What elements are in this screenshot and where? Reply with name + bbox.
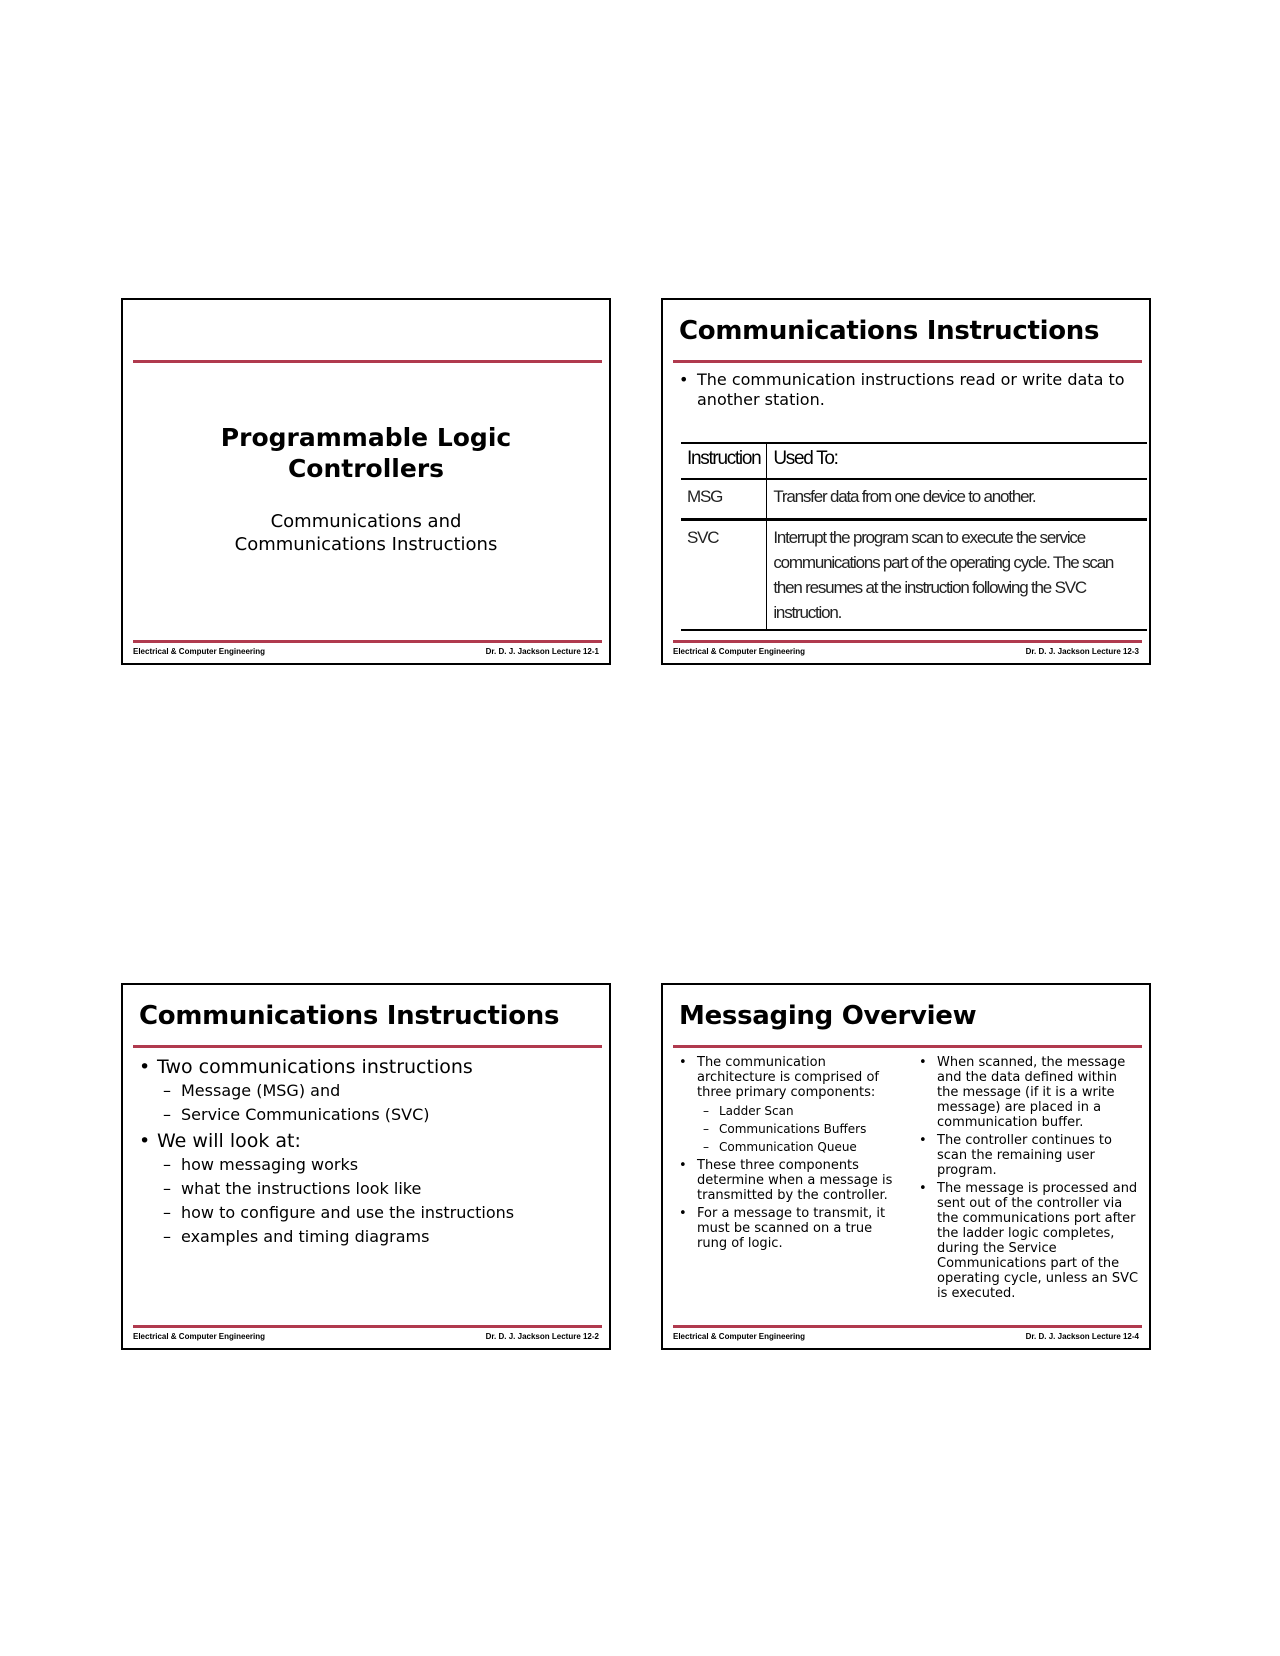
title-line-2: Controllers	[287, 454, 445, 483]
bullet-item	[139, 1129, 599, 1153]
left-column	[679, 1055, 897, 1253]
sub-bullet-text: Communication Queue	[719, 1140, 857, 1154]
bullet-text: The message is processed and sent out of the controller via the communications port after the ladder logic completes, during the Service Communications part of the operating cycle, unless an SVC is executed.	[937, 1181, 1139, 1301]
sub-bullet-text: how messaging works	[181, 1155, 359, 1174]
sub-bullet-text: how to configure and use the instructions	[181, 1203, 515, 1222]
footer-department: Electrical & Computer Engineering	[673, 1332, 806, 1341]
sub-bullet-text: Communications Buffers	[719, 1122, 867, 1136]
sub-bullet-text: what the instructions look like	[181, 1179, 422, 1198]
footer-rule	[673, 640, 1142, 643]
table-row	[681, 519, 1147, 630]
bullet-text: The communication instructions read or write data to another station.	[697, 370, 1125, 409]
bullet-dot-icon: •	[919, 1181, 927, 1196]
sub-bullet-item	[139, 1177, 599, 1201]
sub-bullet-text: Service Communications (SVC)	[181, 1105, 430, 1124]
dash-icon: –	[703, 1122, 709, 1136]
slide-subtitle	[123, 510, 609, 556]
bullet-text: When scanned, the message and the data defined within the message (if it is a write message) are placed in a communication buffer.	[937, 1055, 1126, 1130]
bullet-dot-icon: •	[139, 1056, 151, 1078]
dash-icon: –	[163, 1105, 171, 1124]
bullet-item	[139, 1055, 599, 1079]
table-row	[681, 479, 1147, 519]
table-header: Instruction	[681, 443, 767, 479]
table-cell: MSG	[681, 479, 767, 519]
sub-bullet-item	[679, 1120, 897, 1138]
slide-12-2	[121, 983, 611, 1350]
bullet-text: For a message to transmit, it must be scanned on a true rung of logic.	[697, 1206, 886, 1251]
slide-title: Communications Instructions	[679, 316, 1100, 346]
title-line-1: Programmable Logic	[220, 423, 512, 452]
sub-bullet-item	[139, 1225, 599, 1249]
footer-department: Electrical & Computer Engineering	[673, 647, 806, 656]
dash-icon: –	[703, 1104, 709, 1118]
right-column	[919, 1055, 1141, 1303]
footer-rule	[673, 1325, 1142, 1328]
bullet-dot-icon: •	[679, 370, 689, 389]
bullet-dot-icon: •	[919, 1055, 927, 1070]
dash-icon: –	[703, 1140, 709, 1154]
title-rule	[673, 1045, 1142, 1048]
bullet-item	[919, 1181, 1141, 1301]
bullet-text: The controller continues to scan the remaining user program.	[937, 1133, 1112, 1178]
slide-12-4	[661, 983, 1151, 1350]
footer-rule	[133, 1325, 602, 1328]
bullet-item	[919, 1055, 1141, 1130]
footer-lecture: Dr. D. J. Jackson Lecture 12-4	[1025, 1332, 1139, 1341]
bullet-text: The communication architecture is comprised of three primary components:	[697, 1055, 879, 1100]
bullet-text: These three components determine when a message is transmitted by the controller.	[697, 1158, 893, 1203]
sub-bullet-item	[679, 1138, 897, 1156]
instruction-table	[681, 442, 1147, 631]
bullet-dot-icon: •	[679, 1206, 687, 1221]
slide-12-3	[661, 298, 1151, 665]
dash-icon: –	[163, 1179, 171, 1198]
title-rule	[133, 360, 602, 363]
sub-bullet-item	[139, 1153, 599, 1177]
table-cell: SVC	[681, 519, 767, 630]
bullet-dot-icon: •	[139, 1130, 151, 1152]
dash-icon: –	[163, 1203, 171, 1222]
bullet-text: Two communications instructions	[157, 1056, 473, 1078]
subtitle-line-2: Communications Instructions	[234, 534, 498, 555]
footer-lecture: Dr. D. J. Jackson Lecture 12-2	[485, 1332, 599, 1341]
bullet-list	[139, 1055, 599, 1249]
sub-bullet-text: Ladder Scan	[719, 1104, 794, 1118]
bullet-dot-icon: •	[679, 1055, 687, 1070]
bullet-dot-icon: •	[919, 1133, 927, 1148]
table-cell: Interrupt the program scan to execute the service communications part of the operating cycle. The scan then resumes at the instruction following the SVC instruction.	[767, 519, 1147, 630]
title-rule	[133, 1045, 602, 1048]
footer-department: Electrical & Computer Engineering	[133, 1332, 266, 1341]
sub-bullet-item	[679, 1102, 897, 1120]
bullet-dot-icon: •	[679, 1158, 687, 1173]
sub-bullet-item	[139, 1201, 599, 1225]
slide-title: Messaging Overview	[679, 1001, 977, 1031]
table-header-row	[681, 443, 1147, 479]
sub-bullet-item	[139, 1079, 599, 1103]
sub-bullet-text: Message (MSG) and	[181, 1081, 341, 1100]
footer-lecture: Dr. D. J. Jackson Lecture 12-3	[1025, 647, 1139, 656]
bullet-item	[679, 1158, 897, 1203]
title-rule	[673, 360, 1142, 363]
subtitle-line-1: Communications and	[270, 511, 462, 532]
slide-title: Communications Instructions	[139, 1001, 560, 1031]
bullet-item	[679, 1055, 897, 1100]
footer-lecture: Dr. D. J. Jackson Lecture 12-1	[485, 647, 599, 656]
bullet-item	[679, 1206, 897, 1251]
slide-title	[123, 422, 609, 484]
dash-icon: –	[163, 1081, 171, 1100]
table-cell: Transfer data from one device to another.	[767, 479, 1147, 519]
sub-bullet-text: examples and timing diagrams	[181, 1227, 430, 1246]
bullet-item	[919, 1133, 1141, 1178]
slide-12-1	[121, 298, 611, 665]
table-header: Used To:	[767, 443, 1147, 479]
footer-rule	[133, 640, 602, 643]
bullet-item	[679, 370, 1139, 410]
dash-icon: –	[163, 1227, 171, 1246]
dash-icon: –	[163, 1155, 171, 1174]
bullet-text: We will look at:	[157, 1130, 301, 1152]
footer-department: Electrical & Computer Engineering	[133, 647, 266, 656]
sub-bullet-item	[139, 1103, 599, 1127]
